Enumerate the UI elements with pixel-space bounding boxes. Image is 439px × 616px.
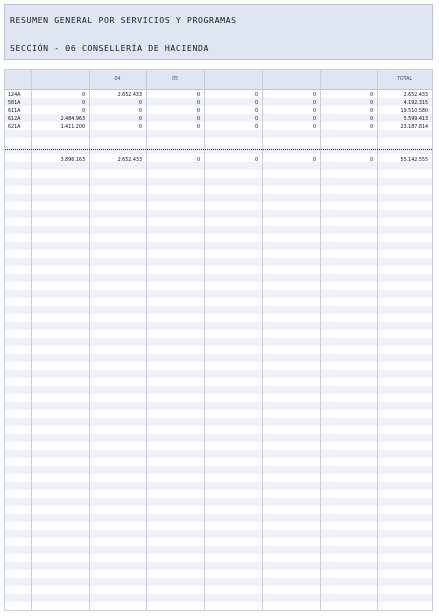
amount-cell: 55.142.555 (400, 158, 428, 163)
column-divider (146, 70, 147, 610)
table-row (5, 108, 432, 116)
program-code: 124A (8, 93, 21, 98)
column-divider (204, 70, 205, 610)
amount-cell: 0 (81, 93, 85, 98)
table-header-row (5, 70, 432, 90)
column-header: TOTAL (396, 77, 413, 82)
column-header: 04 (114, 77, 121, 82)
amount-cell: 0 (196, 101, 200, 106)
amount-cell: 0 (312, 117, 316, 122)
table-row-stripes (5, 90, 432, 610)
amount-cell: 0 (369, 109, 373, 114)
amount-cell: 0 (138, 109, 142, 114)
amount-cell: 0 (254, 101, 258, 106)
report-section: SECCIÓN - 06 CONSELLERÍA DE HACIENDA (10, 43, 210, 53)
amount-cell: 0 (81, 109, 85, 114)
amount-cell: 0 (196, 158, 200, 163)
amount-cell: 0 (369, 125, 373, 130)
program-code: 612A (8, 117, 21, 122)
report-header (4, 4, 433, 60)
amount-cell: 0 (369, 101, 373, 106)
amount-cell: 0 (196, 93, 200, 98)
amount-cell: 0 (196, 109, 200, 114)
totals-row (5, 157, 432, 165)
column-divider (262, 70, 263, 610)
amount-cell: 0 (312, 158, 316, 163)
column-divider (320, 70, 321, 610)
amount-cell: 0 (196, 117, 200, 122)
column-divider (377, 70, 378, 610)
table-row (5, 100, 432, 108)
amount-cell: 1.411.200 (60, 125, 85, 130)
amount-cell: 0 (312, 93, 316, 98)
amount-cell: 0 (138, 125, 142, 130)
amount-cell: 5.599.413 (403, 117, 428, 122)
table-row (5, 92, 432, 100)
amount-cell: 0 (196, 125, 200, 130)
amount-cell: 0 (369, 158, 373, 163)
amount-cell: 3.896.163 (60, 158, 85, 163)
summary-table (4, 69, 433, 611)
amount-cell: 0 (254, 125, 258, 130)
amount-cell: 0 (254, 158, 258, 163)
column-header: 05 (171, 77, 179, 82)
amount-cell: 2.652.433 (403, 93, 428, 98)
column-divider (31, 70, 32, 610)
program-code: 611A (8, 109, 21, 114)
table-row (5, 124, 432, 132)
amount-cell: 19.510.580 (400, 109, 428, 114)
amount-cell: 2.484.963 (60, 117, 85, 122)
amount-cell: 0 (369, 117, 373, 122)
amount-cell: 2.652.433 (117, 93, 142, 98)
table-row (5, 116, 432, 124)
report-title: RESUMEN GENERAL POR SERVICIOS Y PROGRAMAS (10, 15, 237, 25)
amount-cell: 0 (312, 109, 316, 114)
amount-cell: 0 (138, 101, 142, 106)
amount-cell: 0 (312, 125, 316, 130)
amount-cell: 2.652.433 (117, 158, 142, 163)
amount-cell: 23.187.814 (400, 125, 428, 130)
program-code: 621A (8, 125, 21, 130)
amount-cell: 0 (369, 93, 373, 98)
amount-cell: 0 (81, 101, 85, 106)
amount-cell: 0 (312, 101, 316, 106)
amount-cell: 4.192.315 (403, 101, 428, 106)
totals-separator (5, 149, 432, 150)
amount-cell: 0 (254, 117, 258, 122)
amount-cell: 0 (254, 109, 258, 114)
column-divider (89, 70, 90, 610)
amount-cell: 0 (254, 93, 258, 98)
program-code: 581A (8, 101, 21, 106)
amount-cell: 0 (138, 117, 142, 122)
